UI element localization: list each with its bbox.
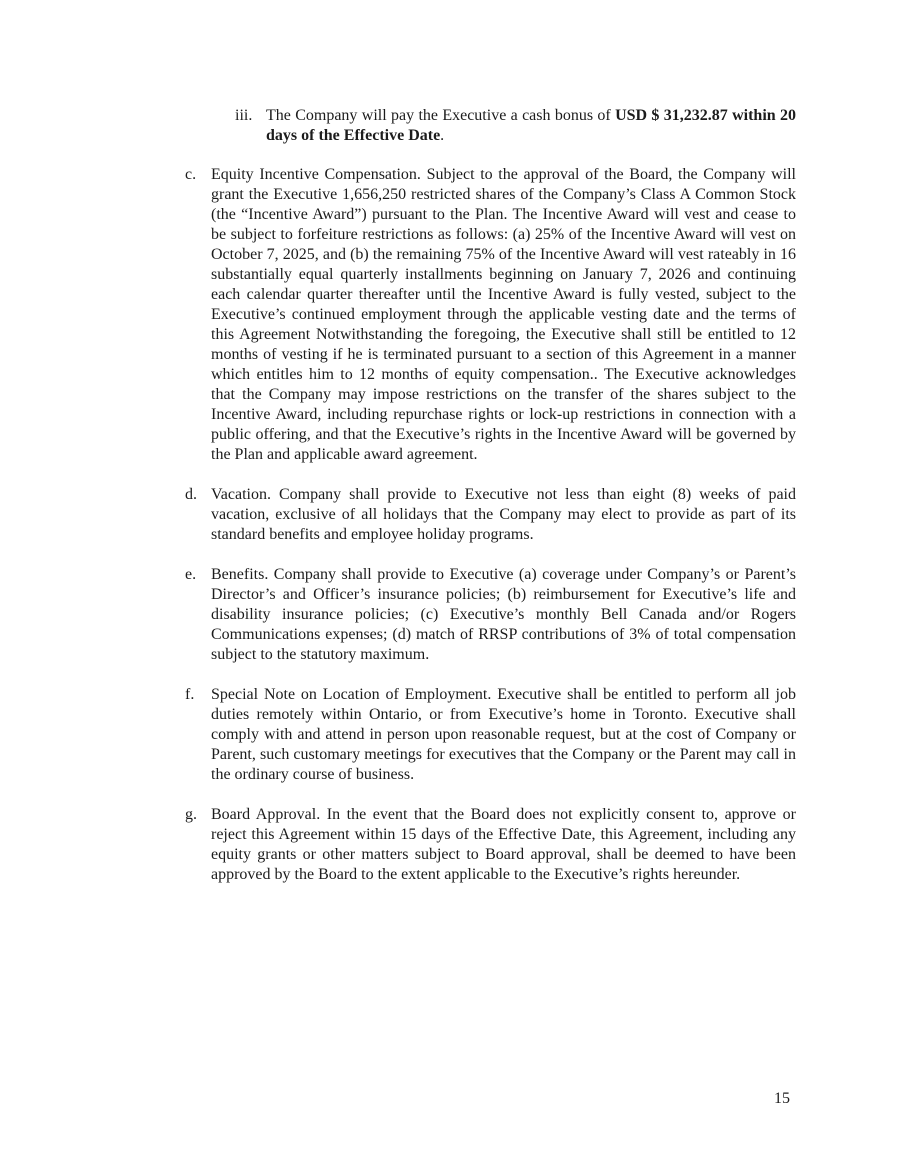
list-marker-g: g. [185, 806, 197, 823]
paragraph-iii-bold: USD $ 31,232.87 within 20 days of the Effective Date [266, 107, 797, 144]
list-marker-d: d. [185, 486, 197, 503]
list-item-f [185, 685, 796, 785]
list-marker-e: e. [185, 566, 197, 583]
list-marker-f: f. [185, 686, 195, 703]
paragraph-iii-normal: The Company will pay the Executive a cash bonus of [266, 107, 616, 124]
list-item-g [185, 805, 796, 885]
list-marker-iii: iii. [235, 107, 253, 124]
page-number: 15 [774, 1090, 790, 1107]
paragraph-f: Special Note on Location of Employment. Executive shall be entitled to perform all job duties remotely within Ontario, or from Executive’s home in Toronto. Executive shall comply with and attend in person upon reasonable request, but at the cost of Company or Parent, such customary meetings for executives that the Company or the Parent may call in the ordinary course of business. [211, 686, 796, 783]
list-item-d [185, 485, 796, 545]
paragraph-g: Board Approval. In the event that the Board does not explicitly consent to, approve or reject this Agreement within 15 days of the Effective Date, this Agreement, including any equity grants or other matters subject to Board approval, shall be deemed to have been approved by the Board to the extent applicable to the Executive’s rights hereunder. [211, 806, 796, 883]
list-item-e [185, 565, 796, 665]
list-item-c [185, 165, 796, 465]
list-item-iii [235, 106, 796, 146]
paragraph-iii-suffix: . [440, 127, 445, 144]
document-body [185, 106, 796, 905]
list-marker-c: c. [185, 166, 197, 183]
paragraph-d: Vacation. Company shall provide to Executive not less than eight (8) weeks of paid vacation, exclusive of all holidays that the Company may elect to provide as part of its standard benefits and employee holiday programs. [211, 486, 796, 543]
paragraph-e: Benefits. Company shall provide to Executive (a) coverage under Company’s or Parent’s Director’s and Officer’s insurance policies; (b) reimbursement for Executive’s life and disability insurance policies; (c) Executive’s monthly Bell Canada and/or Rogers Communications expenses; (d) match of RRSP contributions of 3% of total compensation subject to the statutory maximum. [211, 566, 796, 663]
paragraph-c: Equity Incentive Compensation. Subject to the approval of the Board, the Company will grant the Executive 1,656,250 restricted shares of the Company’s Class A Common Stock (the “Incentive Award”) pursuant to the Plan. The Incentive Award will vest and cease to be subject to forfeiture restrictions as follows: (a) 25% of the Incentive Award will vest on October 7, 2025, and (b) the remaining 75% of the Incentive Award will vest rateably in 16 substantially equal quarterly installments beginning on January 7, 2026 and continuing each calendar quarter thereafter until the Incentive Award is fully vested, subject to the Executive’s continued employment through the applicable vesting date and the terms of this Agreement Notwithstanding the foregoing, the Executive shall still be entitled to 12 months of vesting if he is terminated pursuant to a section of this Agreement in a manner which entitles him to 12 months of equity compensation.. The Executive acknowledges that the Company may impose restrictions on the transfer of the shares subject to the Incentive Award, including repurchase rights or lock-up restrictions in connection with a public offering, and that the Executive’s rights in the Incentive Award will be governed by the Plan and applicable award agreement. [211, 166, 796, 463]
paragraph-iii [266, 106, 796, 146]
